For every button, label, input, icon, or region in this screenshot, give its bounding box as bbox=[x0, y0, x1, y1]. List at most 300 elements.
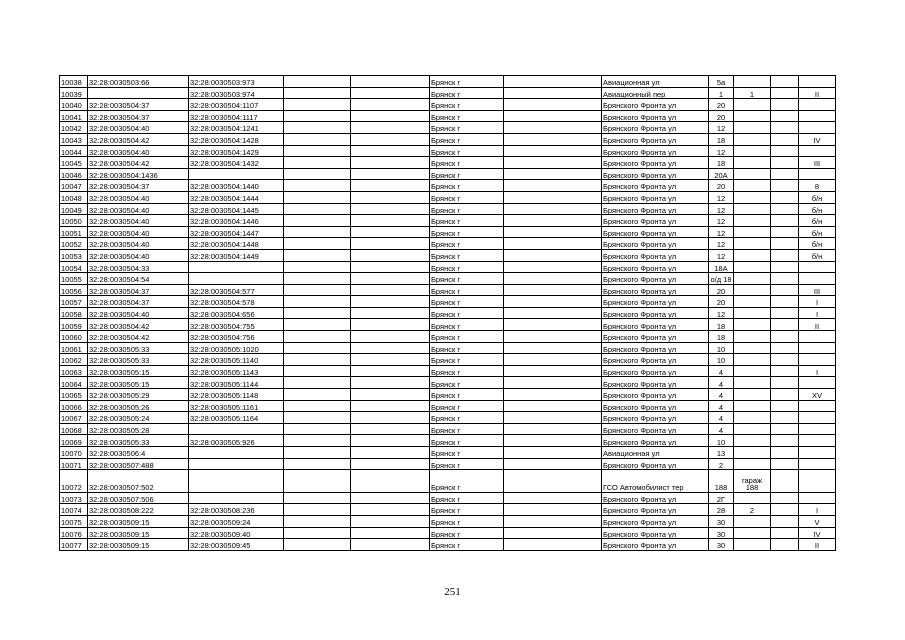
cell-col-empty-1 bbox=[284, 191, 351, 203]
cell-col-empty-3 bbox=[504, 168, 602, 180]
cell-room-number bbox=[799, 400, 836, 412]
cell-building-number: 1 bbox=[734, 87, 771, 99]
cell-col-empty-3 bbox=[504, 180, 602, 192]
cell-row-number: 10065 bbox=[60, 389, 88, 401]
cell-col-empty-4 bbox=[771, 133, 799, 145]
cell-street: Брянского Фронта ул bbox=[602, 354, 709, 366]
cell-street: Брянского Фронта ул bbox=[602, 539, 709, 551]
cell-col-empty-3 bbox=[504, 261, 602, 273]
cell-room-number: IV bbox=[799, 133, 836, 145]
table-row bbox=[60, 447, 836, 459]
cell-col-empty-1 bbox=[284, 365, 351, 377]
cell-col-empty-4 bbox=[771, 400, 799, 412]
cell-col-empty-1 bbox=[284, 76, 351, 88]
cell-house-number: 18 bbox=[709, 319, 734, 331]
cell-col-empty-3 bbox=[504, 400, 602, 412]
cell-row-number: 10076 bbox=[60, 527, 88, 539]
cell-street: Брянского Фронта ул bbox=[602, 238, 709, 250]
cell-house-number: 20 bbox=[709, 284, 734, 296]
cell-col-empty-3 bbox=[504, 110, 602, 122]
cell-cadastral-number: 32:28:0030504:37 bbox=[88, 180, 189, 192]
cell-col-empty-4 bbox=[771, 157, 799, 169]
cell-col-empty-3 bbox=[504, 99, 602, 111]
cell-col-empty-2 bbox=[351, 133, 430, 145]
cell-col-empty-3 bbox=[504, 504, 602, 516]
cell-cadastral-number: 32:28:0030504:40 bbox=[88, 249, 189, 261]
cell-room-number bbox=[799, 470, 836, 493]
cell-col-empty-4 bbox=[771, 87, 799, 99]
cell-col-empty-3 bbox=[504, 492, 602, 504]
cell-building-number bbox=[734, 342, 771, 354]
cell-house-number: 10 bbox=[709, 342, 734, 354]
cell-col-empty-3 bbox=[504, 307, 602, 319]
cell-col-empty-2 bbox=[351, 203, 430, 215]
cell-building-number bbox=[734, 261, 771, 273]
cell-building-number bbox=[734, 377, 771, 389]
cell-house-number: 13 bbox=[709, 447, 734, 459]
cell-room-number bbox=[799, 261, 836, 273]
cell-col-empty-3 bbox=[504, 145, 602, 157]
cell-col-empty-1 bbox=[284, 296, 351, 308]
cell-building-cadastral-number: 32:28:0030504:1447 bbox=[189, 226, 284, 238]
cell-building-cadastral-number bbox=[189, 168, 284, 180]
cell-col-empty-2 bbox=[351, 423, 430, 435]
cell-city: Брянск г bbox=[430, 191, 504, 203]
cell-col-empty-2 bbox=[351, 110, 430, 122]
cell-city: Брянск г bbox=[430, 76, 504, 88]
cell-col-empty-2 bbox=[351, 412, 430, 424]
cell-col-empty-1 bbox=[284, 145, 351, 157]
cell-city: Брянск г bbox=[430, 354, 504, 366]
table-row bbox=[60, 145, 836, 157]
table-row bbox=[60, 354, 836, 366]
cell-house-number: 188 bbox=[709, 470, 734, 493]
cell-street: Авиационный пер bbox=[602, 87, 709, 99]
table-row bbox=[60, 203, 836, 215]
cell-building-number bbox=[734, 319, 771, 331]
cell-col-empty-4 bbox=[771, 412, 799, 424]
cell-col-empty-1 bbox=[284, 389, 351, 401]
cell-city: Брянск г bbox=[430, 99, 504, 111]
cell-building-number bbox=[734, 145, 771, 157]
cell-house-number: 12 bbox=[709, 203, 734, 215]
cell-city: Брянск г bbox=[430, 168, 504, 180]
cell-room-number: II bbox=[799, 87, 836, 99]
cell-house-number: 12 bbox=[709, 238, 734, 250]
cell-street: Брянского Фронта ул bbox=[602, 342, 709, 354]
cell-col-empty-1 bbox=[284, 400, 351, 412]
cell-street: Брянского Фронта ул bbox=[602, 157, 709, 169]
cell-city: Брянск г bbox=[430, 342, 504, 354]
cell-row-number: 10053 bbox=[60, 249, 88, 261]
cell-col-empty-3 bbox=[504, 539, 602, 551]
table-row bbox=[60, 226, 836, 238]
cell-col-empty-4 bbox=[771, 191, 799, 203]
cell-row-number: 10077 bbox=[60, 539, 88, 551]
cell-col-empty-1 bbox=[284, 157, 351, 169]
address-register-table bbox=[59, 75, 836, 551]
cell-room-number: II bbox=[799, 539, 836, 551]
cell-row-number: 10058 bbox=[60, 307, 88, 319]
cell-col-empty-4 bbox=[771, 354, 799, 366]
cell-house-number: 12 bbox=[709, 215, 734, 227]
cell-house-number: 12 bbox=[709, 191, 734, 203]
cell-building-number bbox=[734, 203, 771, 215]
cell-row-number: 10074 bbox=[60, 504, 88, 516]
cell-cadastral-number: 32:28:0030504:40 bbox=[88, 215, 189, 227]
cell-building-number bbox=[734, 249, 771, 261]
cell-col-empty-4 bbox=[771, 261, 799, 273]
cell-col-empty-1 bbox=[284, 527, 351, 539]
cell-col-empty-4 bbox=[771, 470, 799, 493]
table-row bbox=[60, 133, 836, 145]
table-row bbox=[60, 249, 836, 261]
table-row bbox=[60, 261, 836, 273]
cell-street: Брянского Фронта ул bbox=[602, 122, 709, 134]
cell-house-number: 20 bbox=[709, 180, 734, 192]
cell-room-number: б/н bbox=[799, 215, 836, 227]
table-row bbox=[60, 492, 836, 504]
cell-building-cadastral-number: 32:28:0030504:1440 bbox=[189, 180, 284, 192]
cell-col-empty-2 bbox=[351, 492, 430, 504]
cell-col-empty-4 bbox=[771, 539, 799, 551]
cell-cadastral-number: 32:28:0030504:54 bbox=[88, 273, 189, 285]
cell-col-empty-2 bbox=[351, 389, 430, 401]
cell-col-empty-4 bbox=[771, 504, 799, 516]
cell-building-cadastral-number: 32:28:0030504:1428 bbox=[189, 133, 284, 145]
cell-col-empty-1 bbox=[284, 504, 351, 516]
cell-building-cadastral-number: 32:28:0030505:1020 bbox=[189, 342, 284, 354]
cell-building-number bbox=[734, 527, 771, 539]
cell-building-cadastral-number bbox=[189, 273, 284, 285]
cell-row-number: 10049 bbox=[60, 203, 88, 215]
cell-row-number: 10051 bbox=[60, 226, 88, 238]
cell-col-empty-1 bbox=[284, 215, 351, 227]
cell-cadastral-number: 32:28:0030504:40 bbox=[88, 145, 189, 157]
cell-cadastral-number: 32:28:0030505:15 bbox=[88, 377, 189, 389]
cell-building-cadastral-number: 32:28:0030504:1432 bbox=[189, 157, 284, 169]
cell-house-number: 20 bbox=[709, 99, 734, 111]
cell-street: Авиационная ул bbox=[602, 447, 709, 459]
cell-building-cadastral-number: 32:28:0030504:755 bbox=[189, 319, 284, 331]
cell-street: Брянского Фронта ул bbox=[602, 319, 709, 331]
cell-room-number bbox=[799, 99, 836, 111]
table-row bbox=[60, 527, 836, 539]
cell-col-empty-1 bbox=[284, 435, 351, 447]
cell-building-cadastral-number bbox=[189, 458, 284, 470]
cell-city: Брянск г bbox=[430, 447, 504, 459]
cell-row-number: 10048 bbox=[60, 191, 88, 203]
cell-room-number: V bbox=[799, 515, 836, 527]
cell-col-empty-4 bbox=[771, 389, 799, 401]
cell-row-number: 10069 bbox=[60, 435, 88, 447]
table-row bbox=[60, 365, 836, 377]
cell-col-empty-4 bbox=[771, 527, 799, 539]
cell-col-empty-4 bbox=[771, 435, 799, 447]
cell-row-number: 10046 bbox=[60, 168, 88, 180]
cell-cadastral-number: 32:28:0030504:40 bbox=[88, 191, 189, 203]
cell-street: Брянского Фронта ул bbox=[602, 203, 709, 215]
cell-building-number bbox=[734, 168, 771, 180]
cell-col-empty-3 bbox=[504, 87, 602, 99]
table-row bbox=[60, 307, 836, 319]
cell-building-cadastral-number bbox=[189, 447, 284, 459]
cell-row-number: 10040 bbox=[60, 99, 88, 111]
cell-building-number bbox=[734, 331, 771, 343]
cell-street: Брянского Фронта ул bbox=[602, 377, 709, 389]
table-row bbox=[60, 331, 836, 343]
cell-col-empty-2 bbox=[351, 284, 430, 296]
cell-col-empty-1 bbox=[284, 168, 351, 180]
cell-col-empty-2 bbox=[351, 470, 430, 493]
cell-building-cadastral-number bbox=[189, 261, 284, 273]
cell-room-number bbox=[799, 122, 836, 134]
cell-cadastral-number: 32:28:0030504:40 bbox=[88, 307, 189, 319]
cell-col-empty-2 bbox=[351, 99, 430, 111]
cell-col-empty-3 bbox=[504, 377, 602, 389]
cell-building-number bbox=[734, 110, 771, 122]
page-number: 251 bbox=[444, 586, 461, 598]
cell-building-number bbox=[734, 307, 771, 319]
cell-cadastral-number: 32:28:0030507:488 bbox=[88, 458, 189, 470]
cell-col-empty-4 bbox=[771, 331, 799, 343]
cell-col-empty-2 bbox=[351, 435, 430, 447]
cell-col-empty-4 bbox=[771, 122, 799, 134]
cell-col-empty-3 bbox=[504, 215, 602, 227]
cell-col-empty-2 bbox=[351, 215, 430, 227]
cell-building-cadastral-number: 32:28:0030504:756 bbox=[189, 331, 284, 343]
cell-city: Брянск г bbox=[430, 400, 504, 412]
cell-building-number bbox=[734, 226, 771, 238]
cell-col-empty-3 bbox=[504, 319, 602, 331]
cell-street: Брянского Фронта ул bbox=[602, 215, 709, 227]
table-row bbox=[60, 87, 836, 99]
cell-city: Брянск г bbox=[430, 539, 504, 551]
cell-city: Брянск г bbox=[430, 238, 504, 250]
cell-col-empty-4 bbox=[771, 180, 799, 192]
cell-row-number: 10043 bbox=[60, 133, 88, 145]
cell-house-number: 5а bbox=[709, 76, 734, 88]
cell-city: Брянск г bbox=[430, 470, 504, 493]
cell-house-number: 30 bbox=[709, 515, 734, 527]
cell-street: Брянского Фронта ул bbox=[602, 492, 709, 504]
cell-col-empty-4 bbox=[771, 215, 799, 227]
table-row bbox=[60, 238, 836, 250]
cell-street: Брянского Фронта ул bbox=[602, 99, 709, 111]
cell-street: Брянского Фронта ул bbox=[602, 389, 709, 401]
cell-city: Брянск г bbox=[430, 87, 504, 99]
cell-city: Брянск г bbox=[430, 296, 504, 308]
cell-house-number: 28 bbox=[709, 504, 734, 516]
cell-row-number: 10064 bbox=[60, 377, 88, 389]
cell-cadastral-number bbox=[88, 87, 189, 99]
cell-col-empty-1 bbox=[284, 110, 351, 122]
cell-col-empty-1 bbox=[284, 458, 351, 470]
cell-building-number bbox=[734, 458, 771, 470]
cell-col-empty-4 bbox=[771, 168, 799, 180]
cell-row-number: 10041 bbox=[60, 110, 88, 122]
cell-col-empty-2 bbox=[351, 249, 430, 261]
cell-col-empty-3 bbox=[504, 354, 602, 366]
cell-building-cadastral-number: 32:28:0030509:24 bbox=[189, 515, 284, 527]
cell-cadastral-number: 32:28:0030509:15 bbox=[88, 527, 189, 539]
cell-cadastral-number: 32:28:0030504:37 bbox=[88, 284, 189, 296]
cell-house-number: 30 bbox=[709, 539, 734, 551]
cell-room-number: XV bbox=[799, 389, 836, 401]
cell-row-number: 10068 bbox=[60, 423, 88, 435]
cell-col-empty-2 bbox=[351, 447, 430, 459]
cell-col-empty-1 bbox=[284, 331, 351, 343]
table-row bbox=[60, 99, 836, 111]
table-row bbox=[60, 435, 836, 447]
cell-col-empty-1 bbox=[284, 492, 351, 504]
cell-house-number: 1 bbox=[709, 87, 734, 99]
cell-col-empty-4 bbox=[771, 492, 799, 504]
cell-building-cadastral-number: 32:28:0030504:578 bbox=[189, 296, 284, 308]
cell-street: Брянского Фронта ул bbox=[602, 133, 709, 145]
cell-building-cadastral-number: 32:28:0030504:1449 bbox=[189, 249, 284, 261]
cell-col-empty-2 bbox=[351, 539, 430, 551]
cell-col-empty-1 bbox=[284, 249, 351, 261]
cell-row-number: 10067 bbox=[60, 412, 88, 424]
cell-cadastral-number: 32:28:0030505:26 bbox=[88, 400, 189, 412]
cell-room-number: 8 bbox=[799, 180, 836, 192]
cell-cadastral-number: 32:28:0030504:33 bbox=[88, 261, 189, 273]
cell-cadastral-number: 32:28:0030504:37 bbox=[88, 296, 189, 308]
cell-col-empty-4 bbox=[771, 365, 799, 377]
cell-street: Брянского Фронта ул bbox=[602, 412, 709, 424]
cell-col-empty-2 bbox=[351, 296, 430, 308]
cell-col-empty-4 bbox=[771, 273, 799, 285]
cell-street: Брянского Фронта ул bbox=[602, 527, 709, 539]
cell-street: Брянского Фронта ул bbox=[602, 273, 709, 285]
cell-house-number: 4 bbox=[709, 389, 734, 401]
cell-room-number bbox=[799, 412, 836, 424]
cell-row-number: 10045 bbox=[60, 157, 88, 169]
cell-city: Брянск г bbox=[430, 226, 504, 238]
cell-row-number: 10066 bbox=[60, 400, 88, 412]
cell-house-number: 4 bbox=[709, 365, 734, 377]
cell-street: Брянского Фронта ул bbox=[602, 515, 709, 527]
cell-building-number bbox=[734, 133, 771, 145]
cell-col-empty-1 bbox=[284, 307, 351, 319]
cell-building-number bbox=[734, 238, 771, 250]
cell-street: Брянского Фронта ул bbox=[602, 435, 709, 447]
cell-col-empty-3 bbox=[504, 296, 602, 308]
table-row bbox=[60, 191, 836, 203]
cell-building-number bbox=[734, 354, 771, 366]
cell-street: Брянского Фронта ул bbox=[602, 296, 709, 308]
table-row bbox=[60, 168, 836, 180]
cell-col-empty-2 bbox=[351, 273, 430, 285]
cell-street: Брянского Фронта ул bbox=[602, 331, 709, 343]
cell-room-number bbox=[799, 447, 836, 459]
cell-col-empty-3 bbox=[504, 284, 602, 296]
cell-room-number: б/н bbox=[799, 238, 836, 250]
cell-city: Брянск г bbox=[430, 515, 504, 527]
cell-building-number: 2 bbox=[734, 504, 771, 516]
cell-col-empty-3 bbox=[504, 527, 602, 539]
cell-house-number: 30 bbox=[709, 527, 734, 539]
cell-city: Брянск г bbox=[430, 365, 504, 377]
cell-cadastral-number: 32:28:0030504:42 bbox=[88, 157, 189, 169]
cell-building-number bbox=[734, 191, 771, 203]
cell-room-number bbox=[799, 342, 836, 354]
cell-building-number bbox=[734, 400, 771, 412]
cell-row-number: 10052 bbox=[60, 238, 88, 250]
cell-col-empty-2 bbox=[351, 157, 430, 169]
cell-building-number bbox=[734, 180, 771, 192]
cell-col-empty-2 bbox=[351, 238, 430, 250]
cell-street: Брянского Фронта ул bbox=[602, 365, 709, 377]
cell-row-number: 10070 bbox=[60, 447, 88, 459]
cell-col-empty-3 bbox=[504, 133, 602, 145]
cell-col-empty-2 bbox=[351, 87, 430, 99]
table-row bbox=[60, 284, 836, 296]
cell-col-empty-1 bbox=[284, 377, 351, 389]
cell-city: Брянск г bbox=[430, 284, 504, 296]
cell-house-number: 10 bbox=[709, 354, 734, 366]
cell-col-empty-4 bbox=[771, 238, 799, 250]
cell-cadastral-number: 32:28:0030505:33 bbox=[88, 342, 189, 354]
cell-row-number: 10057 bbox=[60, 296, 88, 308]
cell-building-number bbox=[734, 412, 771, 424]
cell-house-number: 4 bbox=[709, 377, 734, 389]
cell-row-number: 10044 bbox=[60, 145, 88, 157]
cell-building-number bbox=[734, 296, 771, 308]
cell-col-empty-2 bbox=[351, 319, 430, 331]
cell-room-number bbox=[799, 435, 836, 447]
cell-street: Брянского Фронта ул bbox=[602, 226, 709, 238]
table-row bbox=[60, 458, 836, 470]
table-row bbox=[60, 400, 836, 412]
cell-city: Брянск г bbox=[430, 458, 504, 470]
cell-city: Брянск г bbox=[430, 133, 504, 145]
cell-building-cadastral-number: 32:28:0030503:973 bbox=[189, 76, 284, 88]
cell-col-empty-2 bbox=[351, 331, 430, 343]
cell-building-cadastral-number: 32:28:0030505:1164 bbox=[189, 412, 284, 424]
cell-city: Брянск г bbox=[430, 504, 504, 516]
table-row bbox=[60, 122, 836, 134]
cell-col-empty-2 bbox=[351, 458, 430, 470]
cell-col-empty-2 bbox=[351, 307, 430, 319]
cell-col-empty-4 bbox=[771, 110, 799, 122]
table-row bbox=[60, 273, 836, 285]
cell-cadastral-number: 32:28:0030504:40 bbox=[88, 226, 189, 238]
cell-city: Брянск г bbox=[430, 122, 504, 134]
table-row bbox=[60, 157, 836, 169]
cell-house-number: 12 bbox=[709, 249, 734, 261]
cell-row-number: 10075 bbox=[60, 515, 88, 527]
cell-col-empty-3 bbox=[504, 342, 602, 354]
cell-cadastral-number: 32:28:0030504:40 bbox=[88, 238, 189, 250]
cell-row-number: 10050 bbox=[60, 215, 88, 227]
cell-building-number bbox=[734, 447, 771, 459]
cell-room-number: б/н bbox=[799, 226, 836, 238]
cell-building-cadastral-number: 32:28:0030504:1107 bbox=[189, 99, 284, 111]
cell-col-empty-3 bbox=[504, 203, 602, 215]
cell-col-empty-3 bbox=[504, 423, 602, 435]
cell-building-cadastral-number: 32:28:0030509:40 bbox=[189, 527, 284, 539]
cell-house-number: 18 bbox=[709, 157, 734, 169]
cell-building-number bbox=[734, 122, 771, 134]
cell-city: Брянск г bbox=[430, 110, 504, 122]
cell-cadastral-number: 32:28:0030507:506 bbox=[88, 492, 189, 504]
cell-building-cadastral-number: 32:28:0030504:1446 bbox=[189, 215, 284, 227]
cell-city: Брянск г bbox=[430, 492, 504, 504]
cell-cadastral-number: 32:28:0030509:15 bbox=[88, 515, 189, 527]
cell-building-number bbox=[734, 215, 771, 227]
